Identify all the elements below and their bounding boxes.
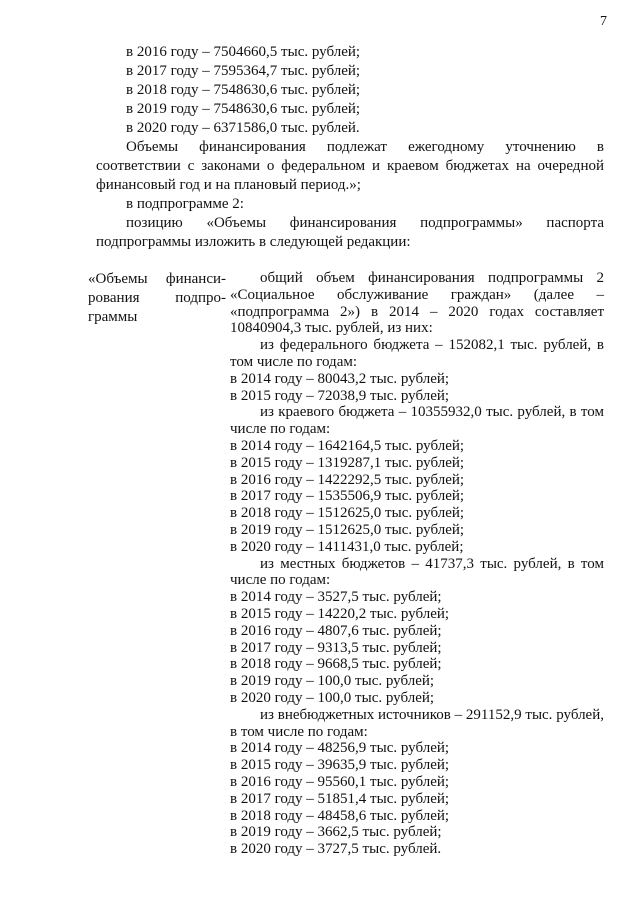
table-year-line: в 2019 году – 3662,5 тыс. рублей; bbox=[230, 824, 442, 841]
funding-line-2016: в 2016 году – 7504660,5 тыс. рублей; bbox=[126, 44, 361, 60]
funding-table bbox=[88, 270, 604, 858]
funding-line-2017: в 2017 году – 7595364,7 тыс. рублей; bbox=[126, 63, 361, 79]
table-paragraph: из внебюджетных источников – 291152,9 тыс. рублей, в том числе по годам: bbox=[230, 706, 604, 740]
refinement-paragraph: Объемы финансирования подлежат ежегодному уточнению в соответствии с законами о федеральном и краевом бюджетах на очередной финансовый год и на плановый период.»; bbox=[96, 139, 604, 193]
table-paragraph: общий объем финансирования подпрограммы 2 «Социальное обслуживание граждан» (далее – «подпрограмма 2») в 2014 – 2020 годах составляет 10840904,3 тыс. рублей, из них: bbox=[230, 270, 604, 337]
table-year-line: в 2020 году – 1411431,0 тыс. рублей; bbox=[230, 538, 464, 555]
table-year-line: в 2019 году – 1512625,0 тыс. рублей; bbox=[230, 521, 465, 538]
table-year-line: в 2017 году – 51851,4 тыс. рублей; bbox=[230, 790, 450, 807]
position-paragraph: позицию «Объемы финансирования подпрограммы» паспорта подпрограммы изложить в следующей редакции: bbox=[96, 215, 604, 250]
left-label-line-1: «Объемы финанси- bbox=[88, 271, 226, 287]
table-year-line: в 2016 году – 95560,1 тыс. рублей; bbox=[230, 773, 450, 790]
table-year-line: в 2015 году – 39635,9 тыс. рублей; bbox=[230, 757, 450, 774]
table-year-line: в 2014 году – 80043,2 тыс. рублей; bbox=[230, 370, 450, 387]
table-year-line: в 2015 году – 72038,9 тыс. рублей; bbox=[230, 387, 450, 404]
table-year-line: в 2018 году – 1512625,0 тыс. рублей; bbox=[230, 505, 465, 522]
table-year-line: в 2015 году – 1319287,1 тыс. рублей; bbox=[230, 454, 465, 471]
funding-line-2018: в 2018 году – 7548630,6 тыс. рублей; bbox=[126, 82, 361, 98]
table-year-line: в 2014 году – 3527,5 тыс. рублей; bbox=[230, 589, 442, 606]
table-year-line: в 2014 году – 1642164,5 тыс. рублей; bbox=[230, 437, 465, 454]
table-year-line: в 2016 году – 1422292,5 тыс. рублей; bbox=[230, 471, 465, 488]
table-year-line: в 2017 году – 9313,5 тыс. рублей; bbox=[230, 639, 442, 656]
table-year-line: в 2018 году – 9668,5 тыс. рублей; bbox=[230, 656, 442, 673]
table-year-line: в 2019 году – 100,0 тыс. рублей; bbox=[230, 673, 435, 690]
table-year-line: в 2016 году – 4807,6 тыс. рублей; bbox=[230, 622, 442, 639]
table-year-line: в 2020 году – 100,0 тыс. рублей; bbox=[230, 689, 435, 706]
table-paragraph: из местных бюджетов – 41737,3 тыс. рублей, в том числе по годам: bbox=[230, 555, 604, 589]
table-year-line: в 2014 году – 48256,9 тыс. рублей; bbox=[230, 740, 450, 757]
table-left-label bbox=[88, 270, 226, 858]
table-year-line: в 2020 году – 3727,5 тыс. рублей. bbox=[230, 841, 442, 858]
table-paragraph: из краевого бюджета – 10355932,0 тыс. рублей, в том числе по годам: bbox=[230, 404, 604, 438]
table-year-line: в 2018 году – 48458,6 тыс. рублей; bbox=[230, 807, 450, 824]
funding-line-2020: в 2020 году – 6371586,0 тыс. рублей. bbox=[126, 120, 360, 136]
left-label-line-3: граммы bbox=[88, 309, 138, 325]
page-number: 7 bbox=[600, 14, 607, 29]
document-body bbox=[96, 43, 604, 252]
table-right-content bbox=[230, 270, 604, 858]
subprogram-heading: в подпрограмме 2: bbox=[126, 196, 244, 212]
funding-line-2019: в 2019 году – 7548630,6 тыс. рублей; bbox=[126, 101, 361, 117]
table-year-line: в 2017 году – 1535506,9 тыс. рублей; bbox=[230, 488, 465, 505]
table-paragraph: из федерального бюджета – 152082,1 тыс. рублей, в том числе по годам: bbox=[230, 337, 604, 370]
left-label-line-2: рования подпро- bbox=[88, 290, 226, 306]
table-year-line: в 2015 году – 14220,2 тыс. рублей; bbox=[230, 605, 450, 622]
